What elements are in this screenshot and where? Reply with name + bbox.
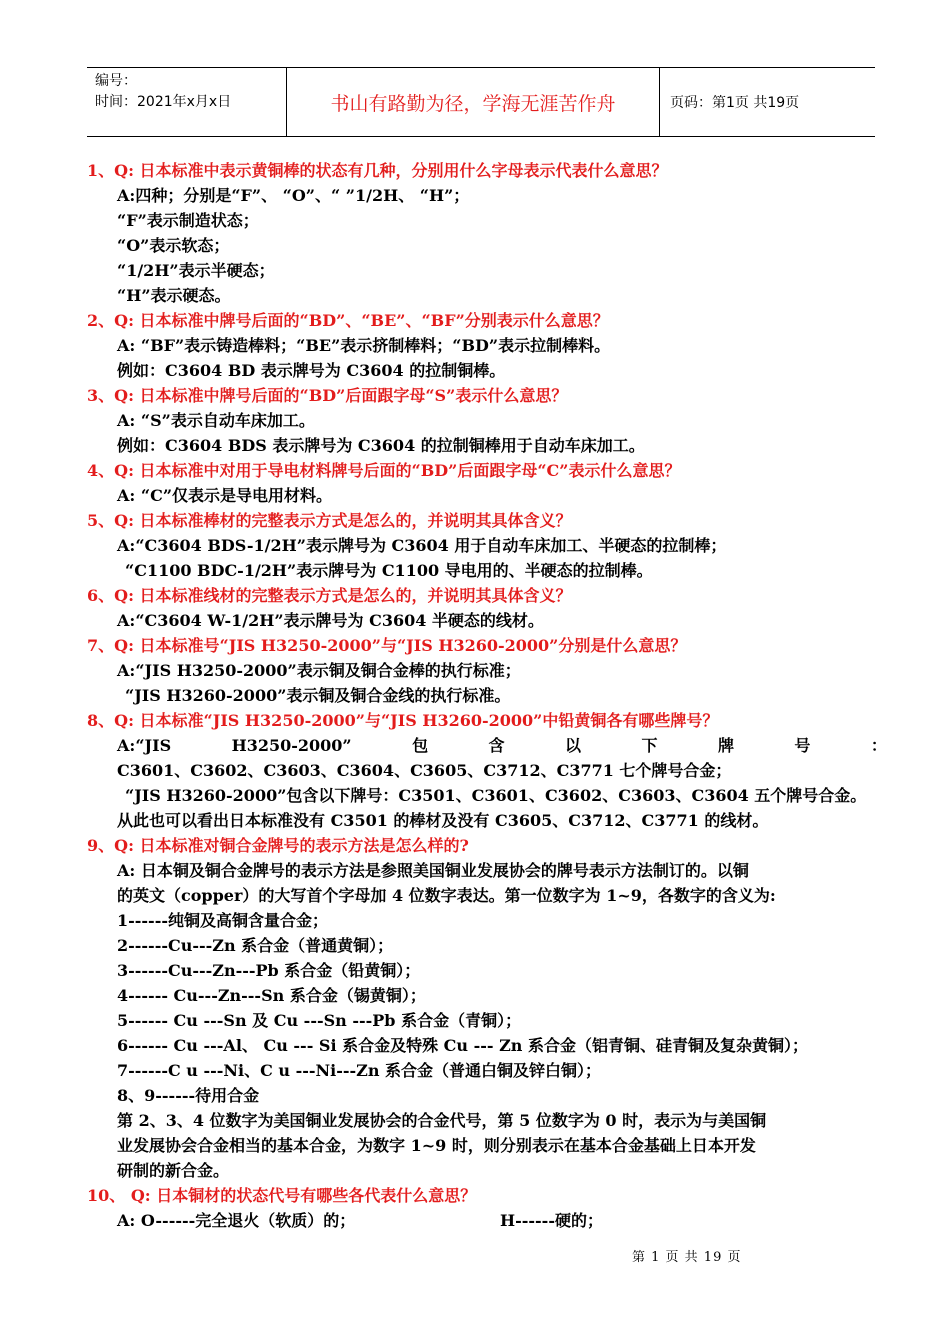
answer-line: 例如：C3604 BDS 表示牌号为 C3604 的拉制铜棒用于自动车床加工。 <box>117 436 645 455</box>
status-o: A: O------完全退火（软质）的； <box>117 1211 356 1230</box>
answer-two-column-line <box>87 1208 887 1233</box>
answer-line: 8、9------待用合金 <box>117 1086 260 1105</box>
question-10: 10、 Q: 日本铜材的状态代号有哪些各代表什么意思？ <box>87 1186 477 1205</box>
answer-line: “C1100 BDC-1/2H”表示牌号为 C1100 导电用的、半硬态的拉制棒。 <box>125 561 653 580</box>
word: 以 <box>565 736 582 755</box>
question-3: 3、Q: 日本标准中牌号后面的“BD”后面跟字母“S”表示什么意思？ <box>87 386 568 405</box>
answer-line: A:“C3604 BDS-1/2H”表示牌号为 C3604 用于自动车床加工、半硬态的拉制棒； <box>117 536 727 555</box>
page-header <box>87 67 875 137</box>
answer-line: 业发展协会合金相当的基本合金，为数字 1~9 时，则分别表示在基本合金基础上日本开发 <box>117 1136 756 1155</box>
word: 牌 <box>717 736 734 755</box>
doc-number-label: 编号： <box>95 73 137 89</box>
answer-line: A:四种；分别是“F”、 “O”、“ ”1/2H、 “H”； <box>117 186 470 205</box>
answer-line: 从此也可以看出日本标准没有 C3501 的棒材及没有 C3605、C3712、C3771 的线材。 <box>117 811 769 830</box>
answer-line: “O”表示软态； <box>117 236 230 255</box>
answer-line: “F”表示制造状态； <box>117 211 259 230</box>
word: ： <box>870 736 887 755</box>
header-page-info: 页码：第1页 共19页 <box>670 95 800 111</box>
answer-line: A: “S”表示自动车床加工。 <box>117 411 315 430</box>
status-h: H------硬的； <box>500 1211 603 1230</box>
question-2: 2、Q: 日本标准中牌号后面的“BD”、“BE”、“BF”分别表示什么意思？ <box>87 311 609 330</box>
answer-line: “JIS H3260-2000”表示铜及铜合金线的执行标准。 <box>125 686 511 705</box>
answer-line: A:“C3604 W-1/2H”表示牌号为 C3604 半硬态的线材。 <box>117 611 544 630</box>
word: 号 <box>794 736 811 755</box>
question-9: 9、Q: 日本标准对铜合金牌号的表示方法是怎么样的? <box>87 836 469 855</box>
question-7: 7、Q: 日本标准号“JIS H3250-2000”与“JIS H3260-2000”分别是什么意思？ <box>87 636 687 655</box>
answer-line: 1------纯铜及高铜含量合金； <box>117 911 328 930</box>
answer-line: A:“JIS H3250-2000”表示铜及铜合金棒的执行标准； <box>117 661 521 680</box>
answer-line: C3601、C3602、C3603、C3604、C3605、C3712、C3771 七个牌号合金； <box>117 761 732 780</box>
question-5: 5、Q: 日本标准棒材的完整表示方式是怎么的，并说明其具体含义？ <box>87 511 572 530</box>
question-4: 4、Q: 日本标准中对用于导电材料牌号后面的“BD”后面跟字母“C”表示什么意思？ <box>87 461 681 480</box>
answer-line: 4------ Cu---Zn---Sn 系合金（锡黄铜）； <box>117 986 426 1005</box>
word: 包 <box>412 736 429 755</box>
document-body <box>87 158 887 1233</box>
answer-line: 第 2、3、4 位数字为美国铜业发展协会的合金代号，第 5 位数字为 0 时，表示为与美国铜 <box>117 1111 767 1130</box>
header-meta <box>87 68 286 136</box>
question-8: 8、Q: 日本标准“JIS H3250-2000”与“JIS H3260-2000”中铅黄铜各有哪些牌号？ <box>87 711 719 730</box>
answer-line: 6------ Cu ---Al、 Cu --- Si 系合金及特殊 Cu --- Zn 系合金（铝青铜、硅青铜及复杂黄铜）； <box>117 1036 808 1055</box>
word: H3250-2000” <box>231 736 352 755</box>
answer-line: 2------Cu---Zn 系合金（普通黄铜）； <box>117 936 394 955</box>
answer-line: 5------ Cu ---Sn 及 Cu ---Sn ---Pb 系合金（青铜）； <box>117 1011 522 1030</box>
doc-time-label: 时间：2021年x月x日 <box>95 94 232 110</box>
word: 下 <box>641 736 658 755</box>
answer-line: 3------Cu---Zn---Pb 系合金（铅黄铜）； <box>117 961 421 980</box>
page-footer: 第 1 页 共 19 页 <box>632 1250 742 1265</box>
word: 含 <box>488 736 505 755</box>
question-1: 1、Q: 日本标准中表示黄铜棒的状态有几种，分别用什么字母表示代表什么意思？ <box>87 161 668 180</box>
answer-justified-line <box>87 733 887 758</box>
answer-line: A: 日本铜及铜合金牌号的表示方法是参照美国铜业发展协会的牌号表示方法制订的。以铜 <box>117 861 749 880</box>
answer-line: 研制的新合金。 <box>117 1161 230 1180</box>
answer-line: A: “BF”表示铸造棒料；“BE”表示挤制棒料；“BD”表示拉制棒料。 <box>117 336 611 355</box>
answer-line: 例如：C3604 BD 表示牌号为 C3604 的拉制铜棒。 <box>117 361 506 380</box>
answer-line: “H”表示硬态。 <box>117 286 231 305</box>
answer-line: “1/2H”表示半硬态； <box>117 261 275 280</box>
word: A:“JIS <box>117 736 172 755</box>
question-6: 6、Q: 日本标准线材的完整表示方式是怎么的，并说明其具体含义？ <box>87 586 572 605</box>
header-motto: 书山有路勤为径，学海无涯苦作舟 <box>286 68 660 136</box>
answer-line: 的英文（copper）的大写首个字母加 4 位数字表达。第一位数字为 1~9，各数字的含义为: <box>117 886 776 905</box>
answer-line: 7------C u ---Ni、C u ---Ni---Zn 系合金（普通白铜及锌白铜）； <box>117 1061 602 1080</box>
answer-line: “JIS H3260-2000”包含以下牌号：C3501、C3601、C3602、C3603、C3604 五个牌号合金。 <box>125 786 867 805</box>
answer-line: A: “C”仅表示是导电用材料。 <box>117 486 333 505</box>
